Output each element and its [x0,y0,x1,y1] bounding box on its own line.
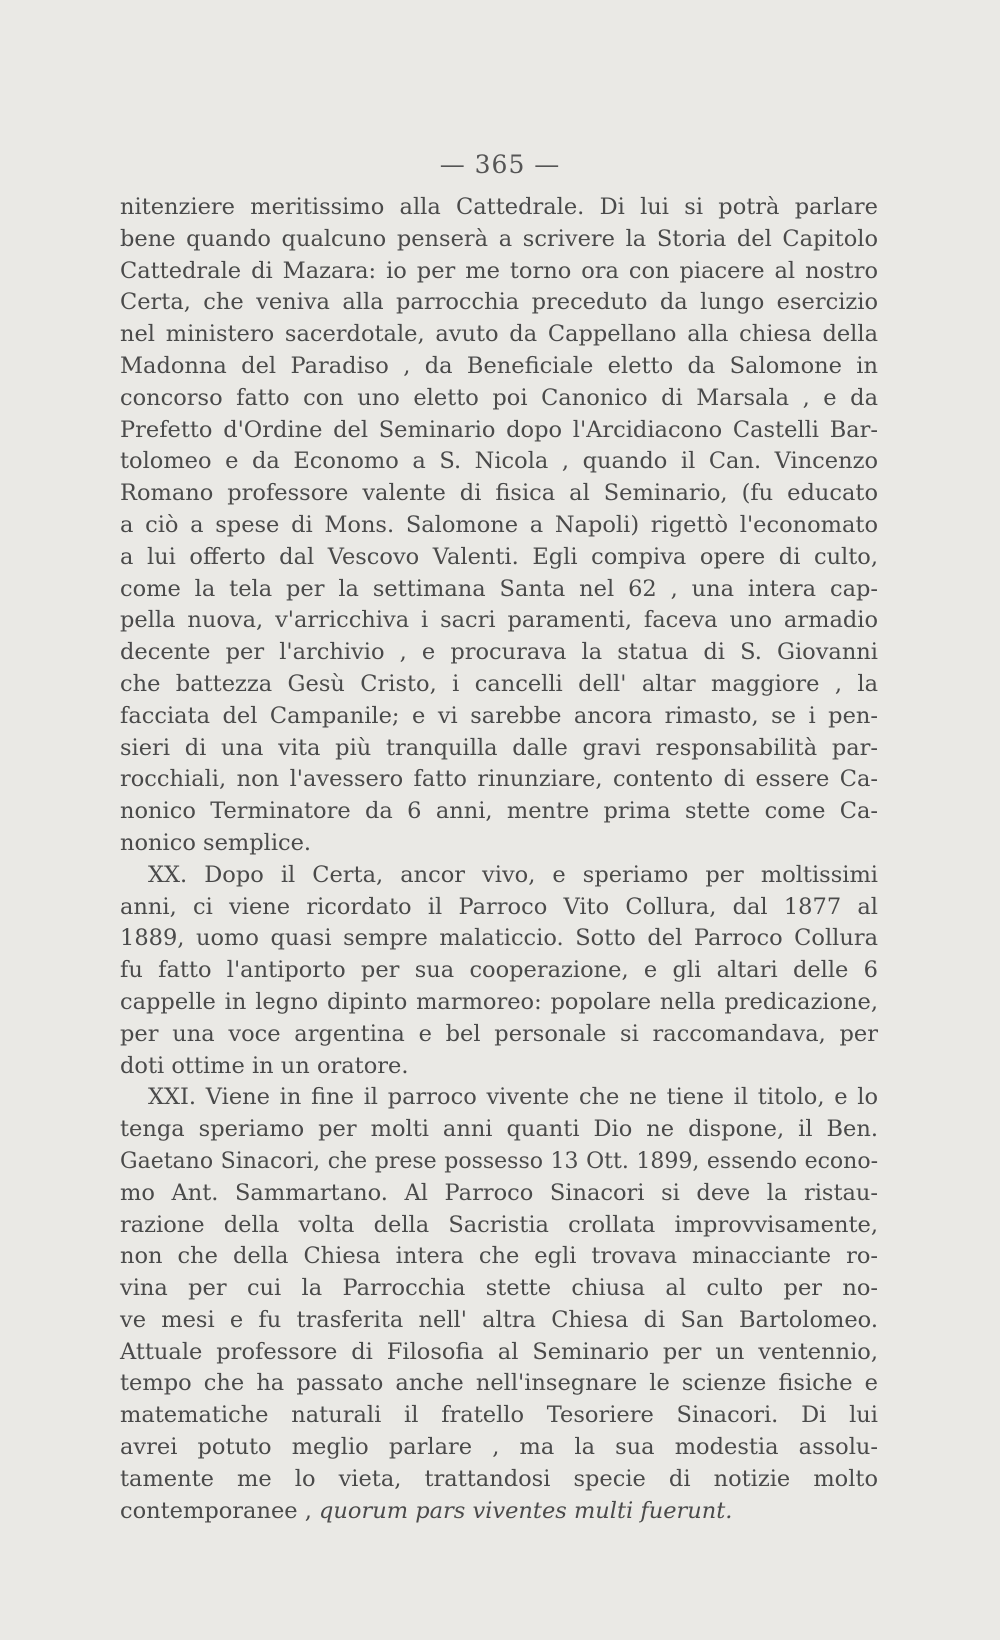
latin-quote: quorum pars viventes multi fuerunt. [319,1497,733,1524]
text-line: nitenziere meritissimo alla Cattedrale. Di lui si potrà parlare [120,194,878,220]
text-line: non che della Chiesa intera che egli trovava minacciante ro- [120,1243,878,1270]
text-line: sieri di una vita più tranquilla dalle gravi responsabilità par- [120,734,878,761]
text-line: avrei potuto meglio parlare , ma la sua modestia assolu- [120,1434,878,1461]
text-line: tolomeo e da Economo a S. Nicola , quando il Can. Vincenzo [120,448,878,475]
text-line: a lui offerto dal Vescovo Valenti. Egli compiva opere di culto, [120,543,878,570]
text-line: pella nuova, v'arricchiva i sacri paramenti, faceva uno armadio [120,607,878,634]
text-line: tempo che ha passato anche nell'insegnare le scienze fisiche e [120,1370,878,1397]
text-line: mo Ant. Sammartano. Al Parroco Sinacori si deve la ristau- [120,1179,878,1206]
text-line: Prefetto d'Ordine del Seminario dopo l'Arcidiacono Castelli Bar- [120,416,878,443]
text-line: XX. Dopo il Certa, ancor vivo, e speriamo per moltissimi [148,861,878,888]
text-line: nonico semplice. [120,829,312,856]
text-line: vina per cui la Parrocchia stette chiusa al culto per no- [120,1275,878,1302]
text-line: anni, ci viene ricordato il Parroco Vito Collura, dal 1877 al [120,893,878,920]
text-line: come la tela per la settimana Santa nel 62 , una intera cap- [120,575,878,602]
text-line: Attuale professore di Filosofia al Seminario per un ventennio, [120,1338,878,1365]
text-line: nel ministero sacerdotale, avuto da Cappellano alla chiesa della [120,321,878,348]
text-line: concorso fatto con uno eletto poi Canonico di Marsala , e da [120,384,878,411]
text-line: Madonna del Paradiso , da Beneficiale eletto da Salomone in [120,352,878,379]
final-text-line [120,1496,878,1528]
text-line: tamente me lo vieta, trattandosi specie di notizie molto [120,1465,878,1492]
text-line: per una voce argentina e bel personale si raccomandava, per [120,1020,878,1047]
text-line: XXI. Viene in fine il parroco vivente che ne tiene il titolo, e lo [148,1084,878,1111]
text-line: decente per l'archivio , e procurava la statua di S. Giovanni [120,639,878,666]
text-line: a ciò a spese di Mons. Salomone a Napoli) rigettò l'economato [120,511,878,538]
text-line: bene quando qualcuno penserà a scrivere la Storia del Capitolo [120,225,878,252]
text-line: rocchiali, non l'avessero fatto rinunziare, contento di essere Ca- [120,766,878,793]
final-line-regular: contemporanee , [120,1497,320,1524]
text-line: tenga speriamo per molti anni quanti Dio ne dispone, il Ben. [120,1116,878,1143]
text-line: doti ottime in un oratore. [120,1052,409,1079]
text-line: cappelle in legno dipinto marmoreo: popolare nella predicazione, [120,988,878,1015]
text-line: Romano professore valente di fisica al Seminario, (fu educato [120,480,878,507]
text-line: matematiche naturali il fratello Tesoriere Sinacori. Di lui [120,1402,878,1429]
text-line: che battezza Gesù Cristo, i cancelli dell' altar maggiore , la [120,670,878,697]
text-line: 1889, uomo quasi sempre malaticcio. Sotto del Parroco Collura [120,925,878,952]
body-text [120,192,878,1527]
text-line: fu fatto l'antiporto per sua cooperazione, e gli altari delle 6 [120,957,878,984]
text-line: Gaetano Sinacori, che prese possesso 13 Ott. 1899, essendo econo- [120,1148,878,1174]
page-number: — 365 — [439,150,561,179]
text-line: nonico Terminatore da 6 anni, mentre prima stette come Ca- [120,798,878,825]
text-line: Cattedrale di Mazara: io per me torno ora con piacere al nostro [120,257,878,284]
text-line: razione della volta della Sacristia crollata improvvisamente, [120,1211,878,1238]
text-line: facciata del Campanile; e vi sarebbe ancora rimasto, se i pen- [120,702,878,729]
text-line: Certa, che veniva alla parrocchia preceduto da lungo esercizio [120,289,878,316]
text-line: ve mesi e fu trasferita nell' altra Chiesa di San Bartolomeo. [120,1306,878,1333]
